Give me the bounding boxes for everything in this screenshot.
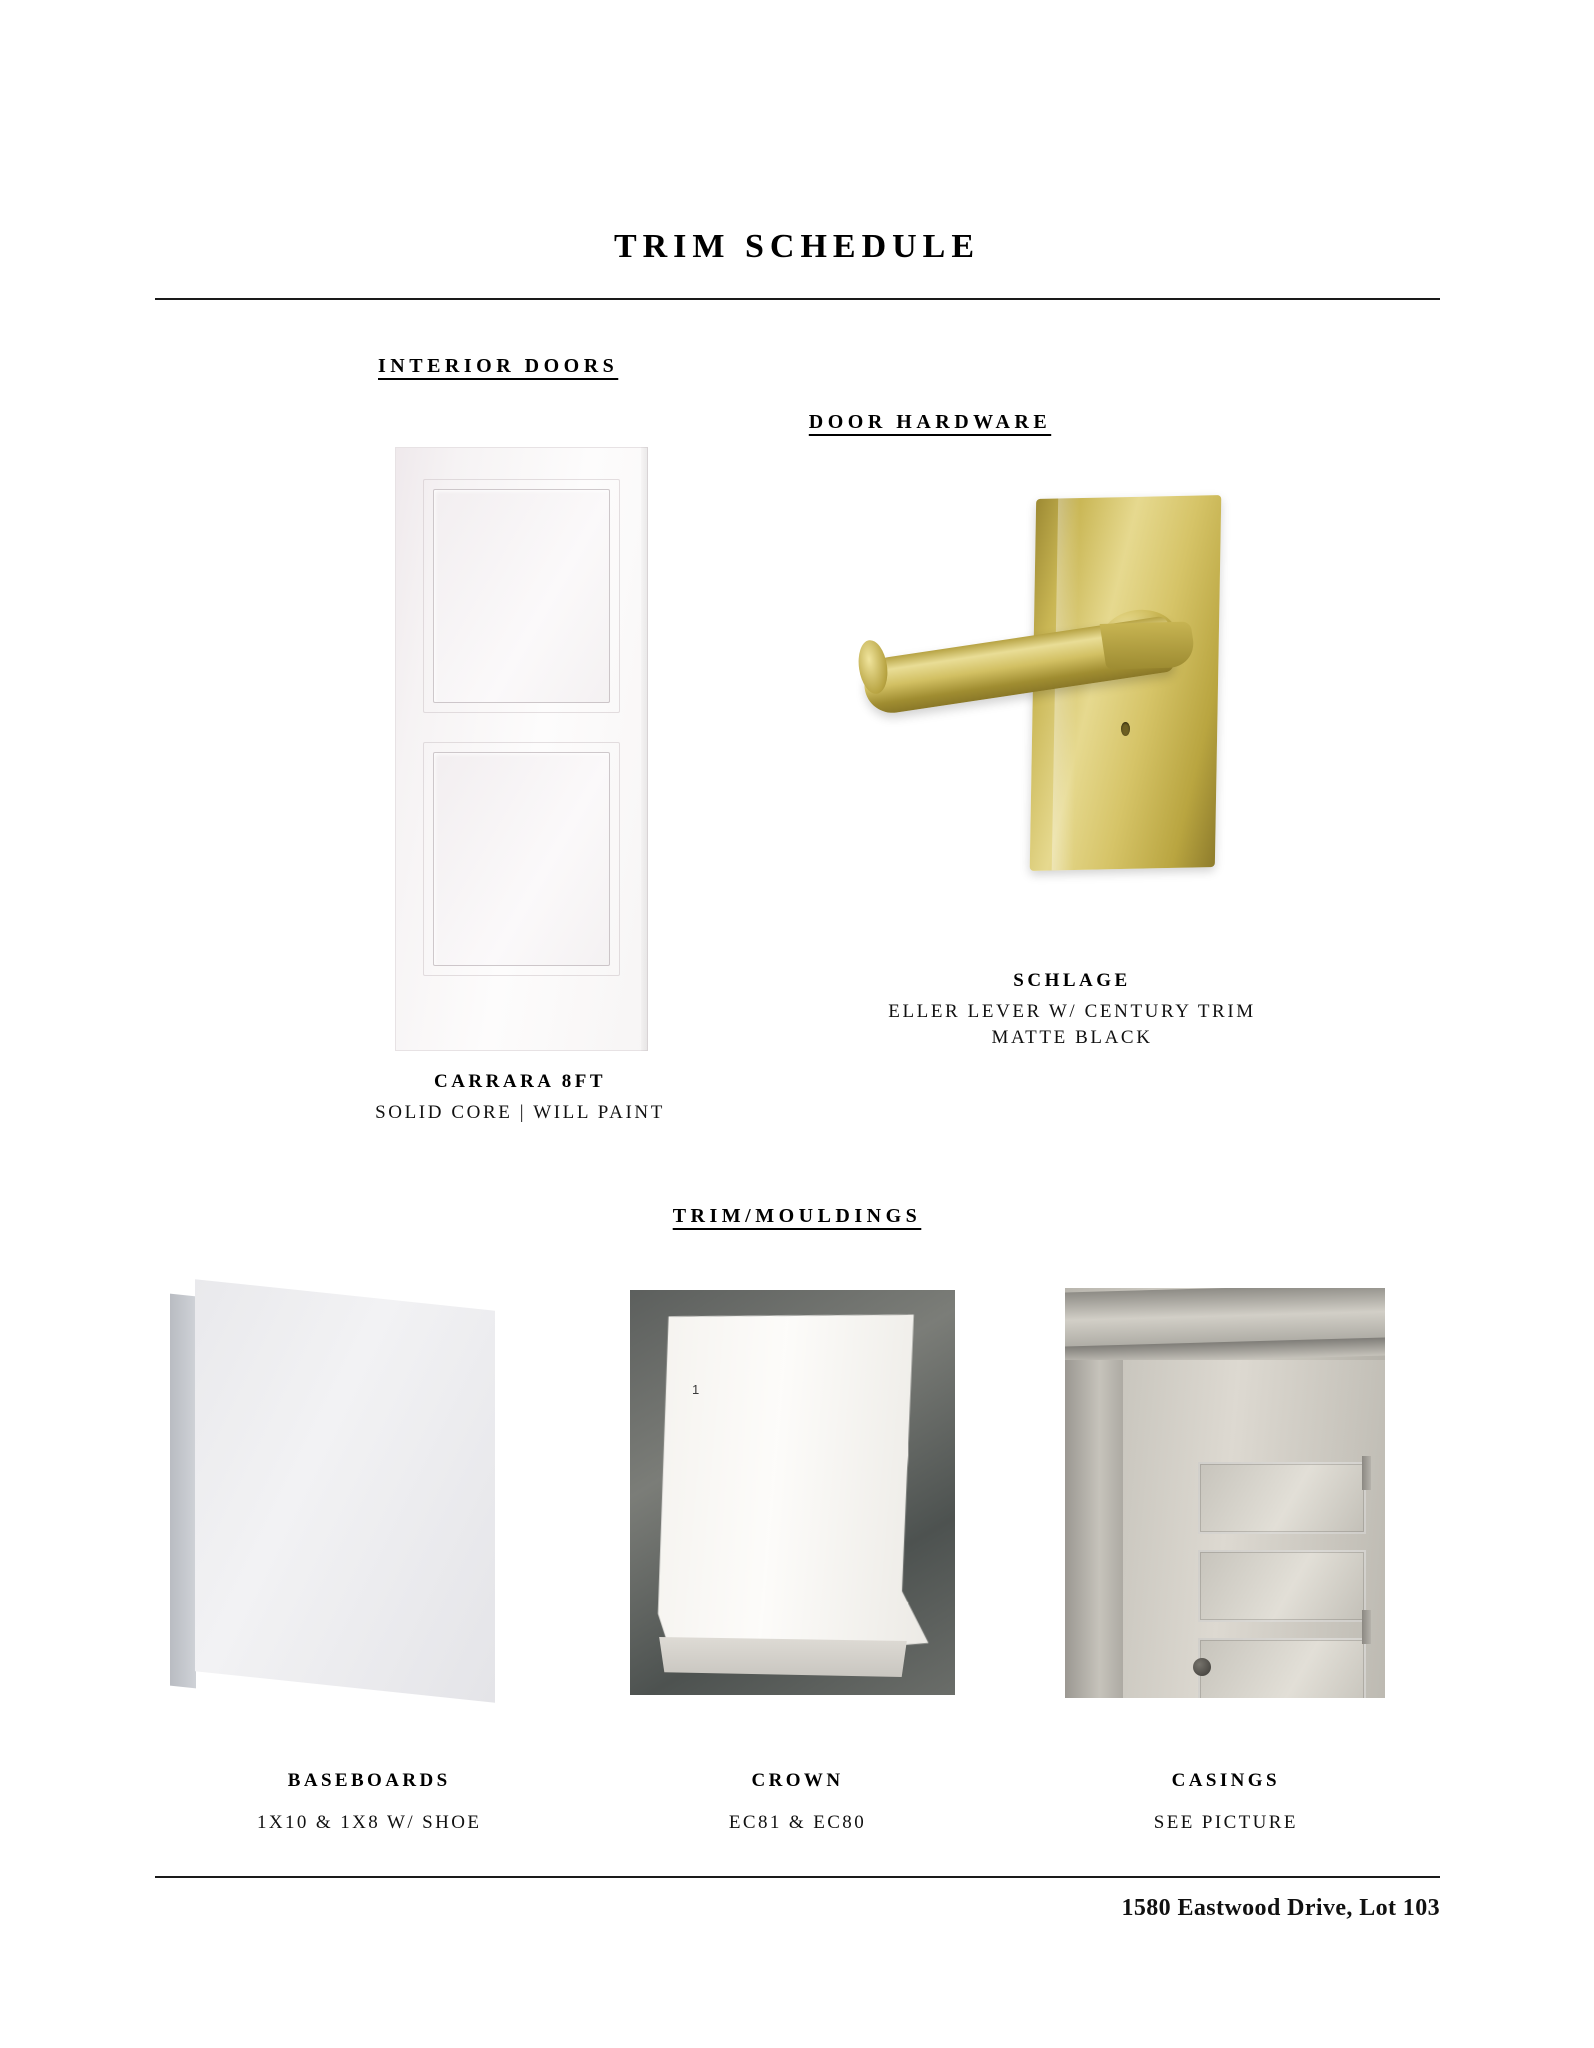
casing-hinge-top — [1362, 1456, 1371, 1490]
interior-door-caption-sub: SOLID CORE | WILL PAINT — [375, 1102, 665, 1123]
trim-caption-baseboards — [155, 1770, 583, 1834]
baseboard-edge — [170, 1294, 196, 1689]
casing-door-knob — [1193, 1658, 1211, 1676]
footer-address: 1580 Eastwood Drive, Lot 103 — [1121, 1895, 1440, 1921]
baseboards-spec: 1X10 & 1X8 W/ SHOE — [256, 1812, 482, 1833]
casing-door-slab — [1123, 1360, 1385, 1698]
hardware-model: ELLER LEVER W/ CENTURY TRIM — [888, 1001, 1256, 1022]
hardware-keyhole — [1121, 722, 1130, 736]
hardware-finish: MATTE BLACK — [991, 1027, 1153, 1048]
interior-door-caption — [210, 1071, 830, 1124]
trim-caption-casings — [1012, 1770, 1440, 1834]
section-heading-interior-doors: INTERIOR DOORS — [378, 355, 619, 377]
casings-spec: SEE PICTURE — [1153, 1812, 1298, 1833]
footer-divider — [155, 1876, 1440, 1878]
crown-title: CROWN — [751, 1770, 844, 1791]
casing-hinge-bottom — [1362, 1610, 1371, 1644]
baseboard-face — [195, 1279, 495, 1703]
section-heading-trim-mouldings: TRIM/MOULDINGS — [672, 1205, 922, 1227]
crown-profile — [653, 1307, 932, 1673]
door-hardware-image — [845, 490, 1305, 890]
baseboards-title: BASEBOARDS — [287, 1770, 451, 1791]
door-panel-top — [433, 489, 610, 703]
interior-door-image — [395, 447, 648, 1051]
door-panel-bottom — [433, 752, 610, 966]
crown-moulding-image — [630, 1290, 955, 1695]
door-hardware-caption — [722, 970, 1422, 1049]
interior-door-caption-title: CARRARA 8FT — [433, 1071, 607, 1092]
casings-title: CASINGS — [1171, 1770, 1280, 1791]
crown-spec: EC81 & EC80 — [728, 1812, 867, 1833]
casing-door-panel-3 — [1198, 1638, 1366, 1698]
page-title: TRIM SCHEDULE — [613, 228, 981, 265]
casing-jamb — [1065, 1360, 1123, 1698]
trim-caption-crown — [583, 1770, 1011, 1834]
trim-captions-row — [155, 1770, 1440, 1834]
crown-image-label: 1 — [692, 1382, 700, 1397]
casing-door-panel-1 — [1198, 1462, 1366, 1534]
casing-image — [1065, 1288, 1385, 1698]
baseboard-image — [170, 1295, 495, 1715]
hardware-brand: SCHLAGE — [1013, 970, 1131, 991]
crown-base-edge — [654, 1637, 912, 1677]
casing-door-panel-2 — [1198, 1550, 1366, 1622]
header-divider — [155, 298, 1440, 300]
section-heading-door-hardware: DOOR HARDWARE — [808, 411, 1052, 433]
